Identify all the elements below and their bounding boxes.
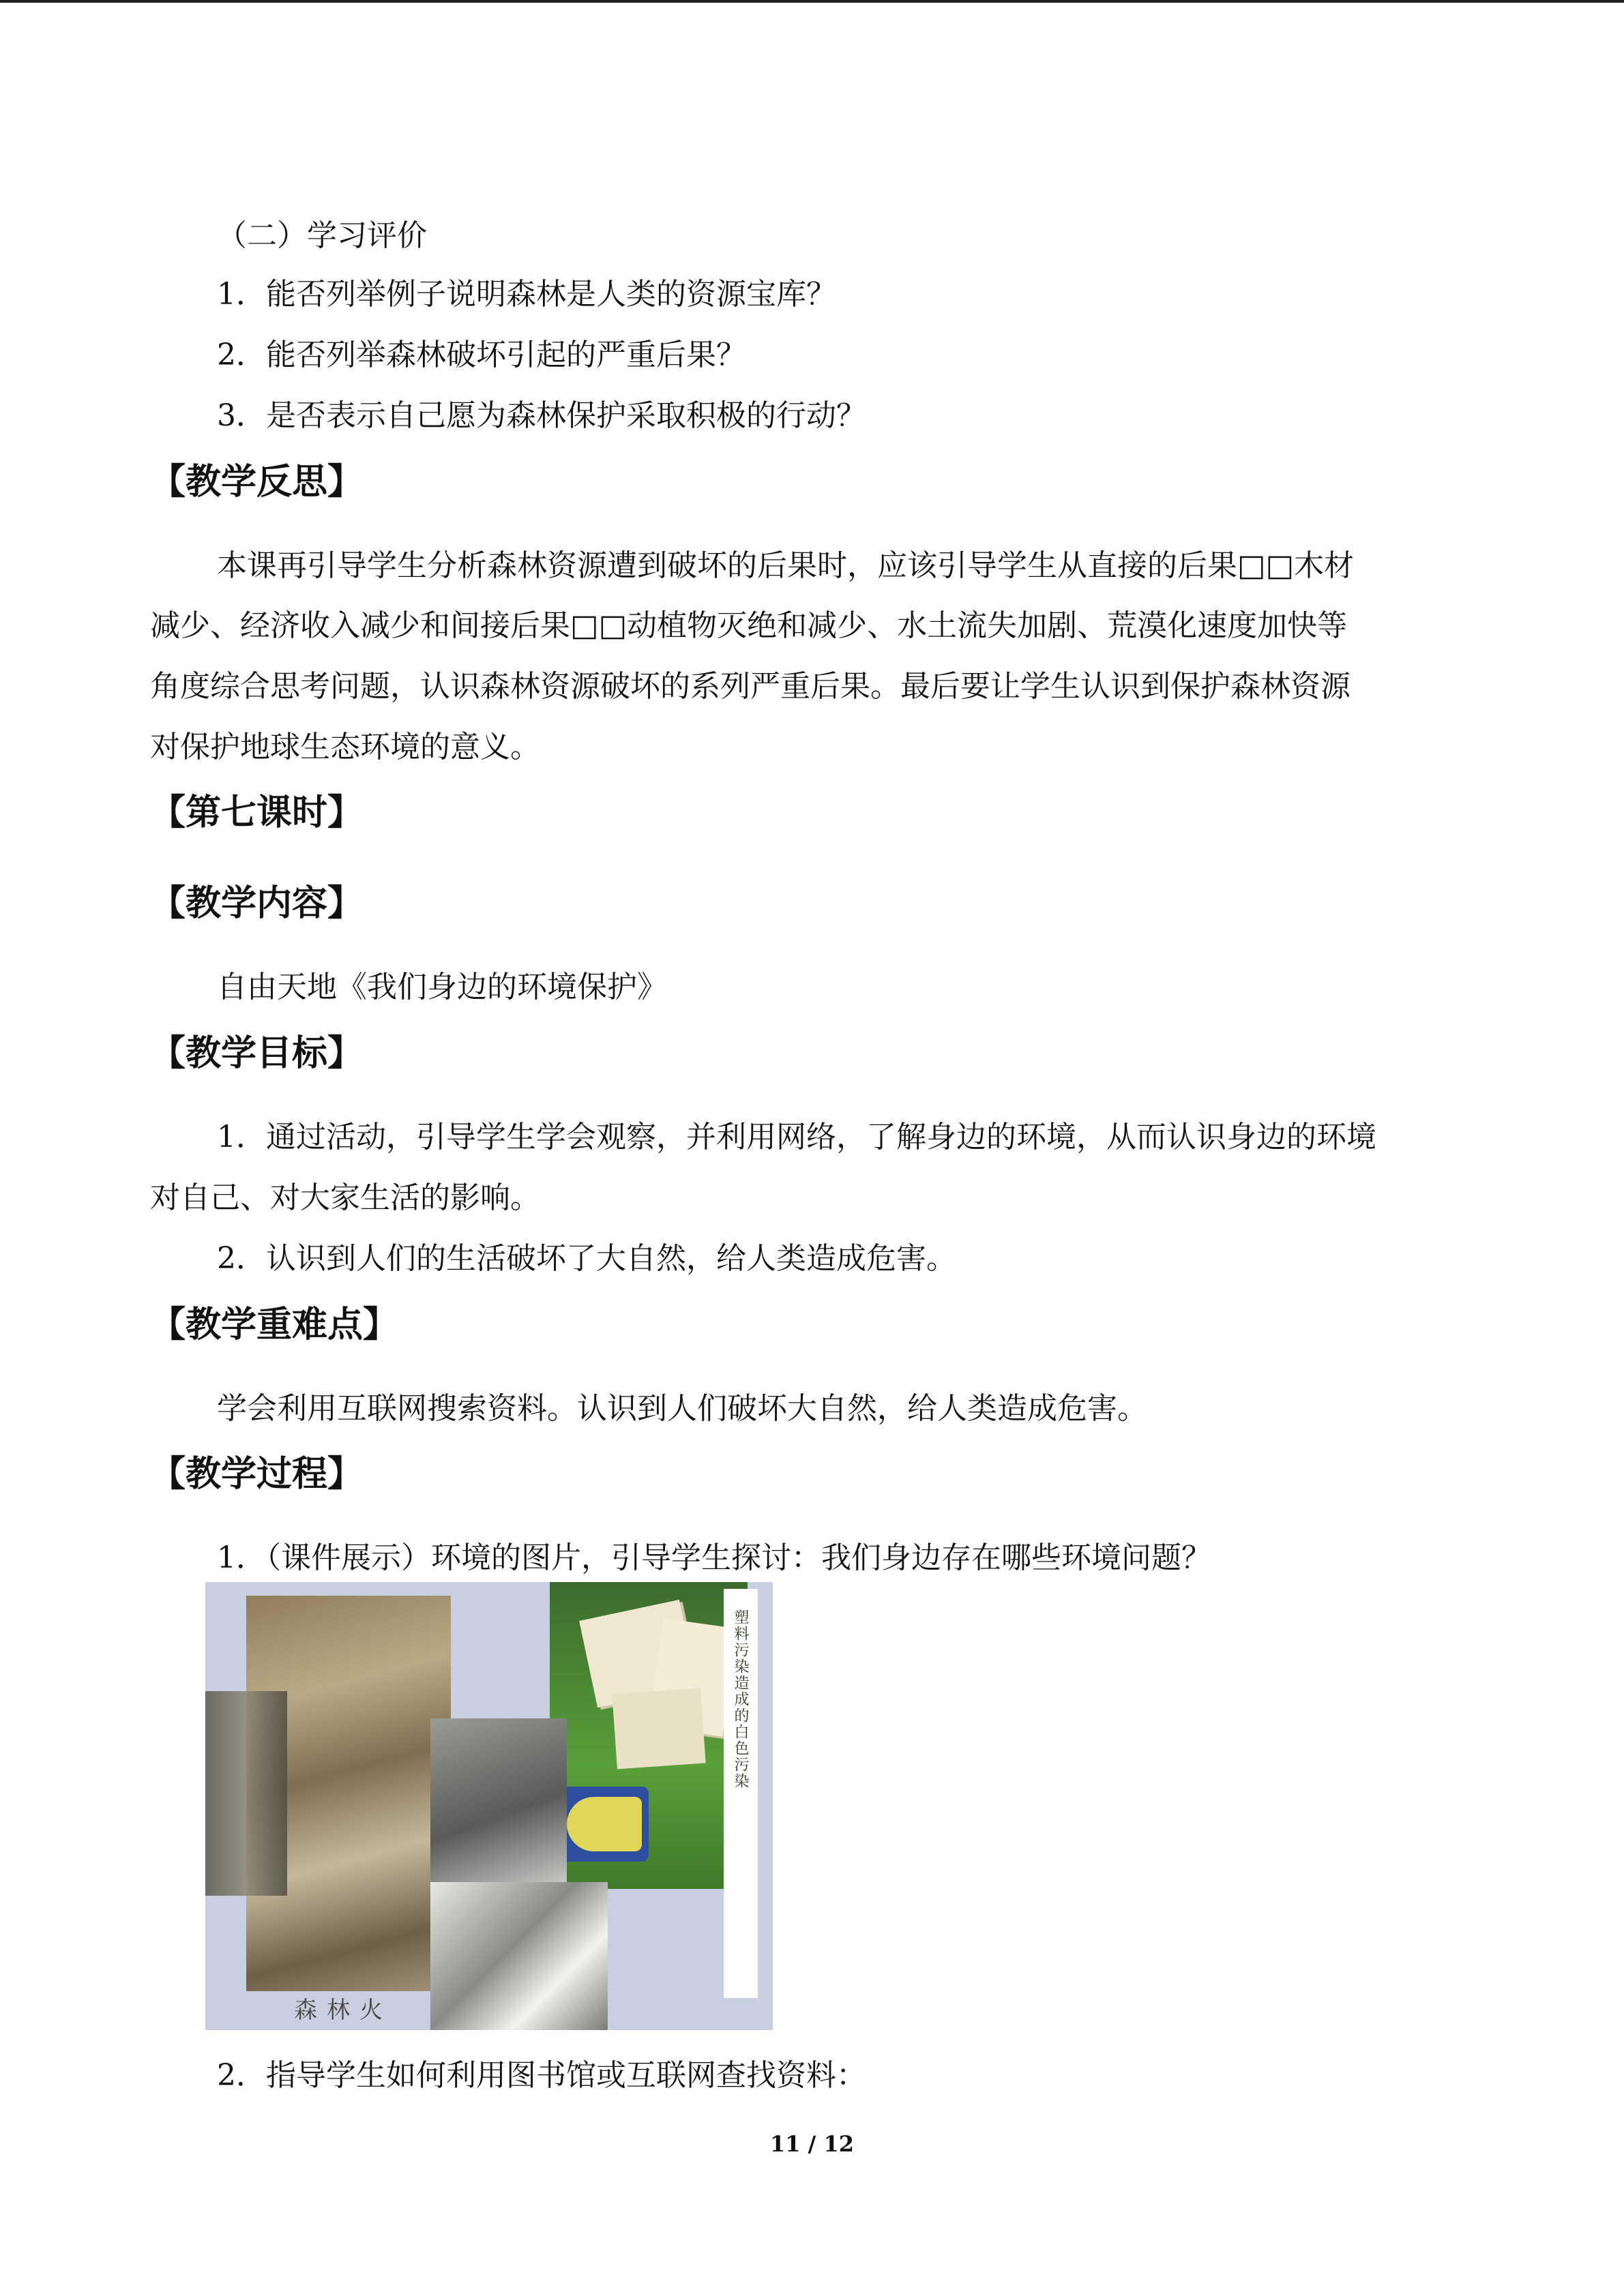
container-opening — [567, 1797, 642, 1851]
foam-box — [612, 1688, 705, 1770]
process-heading: 【教学过程】 — [150, 1454, 364, 1495]
bark-edge — [205, 1691, 287, 1896]
photo-side-caption: 塑料污染造成的白色污染 — [732, 1609, 749, 1789]
reflection-line-2: 减少、经济收入减少和间接后果□□动植物灭绝和减少、水土流失加剧、荒漠化速度加快等 — [150, 608, 1348, 643]
goals-heading: 【教学目标】 — [150, 1033, 364, 1074]
eval-item-2: 2．能否列举森林破坏引起的严重后果？ — [217, 338, 746, 372]
keypoints-heading: 【教学重难点】 — [150, 1304, 399, 1345]
reflection-line-3: 角度综合思考问题，认识森林资源破坏的系列严重后果。最后要让学生认识到保护森林资源 — [150, 669, 1350, 704]
keypoints-text: 学会利用互联网搜索资料。认识到人们破坏大自然，给人类造成危害。 — [217, 1391, 1147, 1426]
top-border — [0, 0, 1624, 3]
process-item-2: 2．指导学生如何利用图书馆或互联网查找资料： — [217, 2058, 866, 2093]
photo-bottom-caption: 森林火 — [294, 1997, 392, 2024]
goals-line-1: 1．通过活动，引导学生学会观察，并利用网络，了解身边的环境，从而认识身边的环境 — [217, 1120, 1376, 1154]
reflection-line-4: 对保护地球生态环境的意义。 — [150, 730, 540, 764]
garbage-pile-bw — [430, 1882, 608, 2030]
reflection-heading: 【教学反思】 — [150, 462, 364, 503]
process-item-1: 1．（课件展示）环境的图片，引导学生探讨：我们身边存在哪些环境问题？ — [217, 1540, 1211, 1575]
goals-line-2: 对自己、对大家生活的影响。 — [150, 1180, 540, 1215]
eval-title: （二）学习评价 — [217, 218, 427, 253]
lesson-heading: 【第七课时】 — [150, 792, 364, 833]
goals-line-3: 2．认识到人们的生活破坏了大自然，给人类造成危害。 — [217, 1241, 956, 1276]
page-number: 11 / 12 — [769, 2131, 855, 2157]
content-heading: 【教学内容】 — [150, 883, 364, 924]
eval-item-1: 1．能否列举例子说明森林是人类的资源宝库？ — [217, 277, 836, 312]
reflection-line-1: 本课再引导学生分析森林资源遭到破坏的后果时，应该引导学生从直接的后果□□木材 — [217, 548, 1355, 583]
environment-photo — [205, 1582, 773, 2030]
content-text: 自由天地《我们身边的环境保护》 — [217, 970, 667, 1004]
eval-item-3: 3．是否表示自己愿为森林保护采取积极的行动？ — [217, 398, 866, 433]
